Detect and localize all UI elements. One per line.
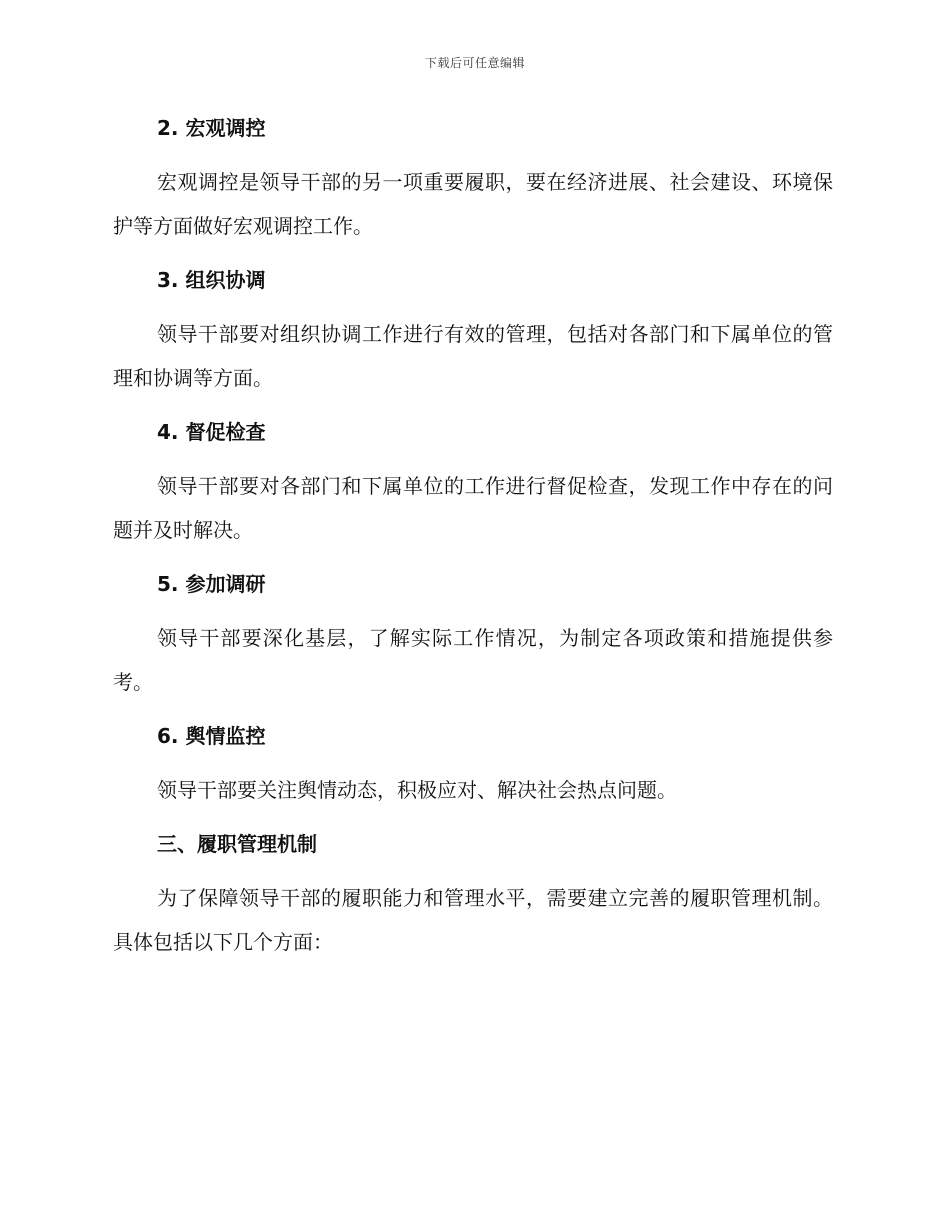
section-heading-management-mechanism: 三、履职管理机制 [157, 832, 317, 856]
paragraph-management-mechanism: 为了保障领导干部的履职能力和管理水平，需要建立完善的履职管理机制。具体包括以下几个方面： [113, 886, 833, 954]
paragraph-supervision: 领导干部要对各部门和下属单位的工作进行督促检查，发现工作中存在的问题并及时解决。 [113, 474, 833, 542]
paragraph-macro-control: 宏观调控是领导干部的另一项重要履职，要在经济进展、社会建设、环境保护等方面做好宏观调控工作。 [113, 170, 833, 238]
paragraph-coordination: 领导干部要对组织协调工作进行有效的管理，包括对各部门和下属单位的管理和协调等方面。 [113, 322, 833, 390]
page-header: 下载后可任意编辑 [424, 56, 525, 70]
section-heading-macro-control: 2. 宏观调控 [157, 116, 266, 140]
paragraph-public-opinion: 领导干部要关注舆情动态，积极应对、解决社会热点问题。 [157, 778, 677, 802]
section-heading-coordination: 3. 组织协调 [157, 268, 266, 292]
section-heading-research: 5. 参加调研 [157, 572, 266, 596]
section-heading-public-opinion: 6. 舆情监控 [157, 724, 266, 748]
document-body [113, 110, 833, 978]
paragraph-research: 领导干部要深化基层，了解实际工作情况，为制定各项政策和措施提供参考。 [113, 626, 833, 694]
section-heading-supervision: 4. 督促检查 [157, 420, 266, 444]
